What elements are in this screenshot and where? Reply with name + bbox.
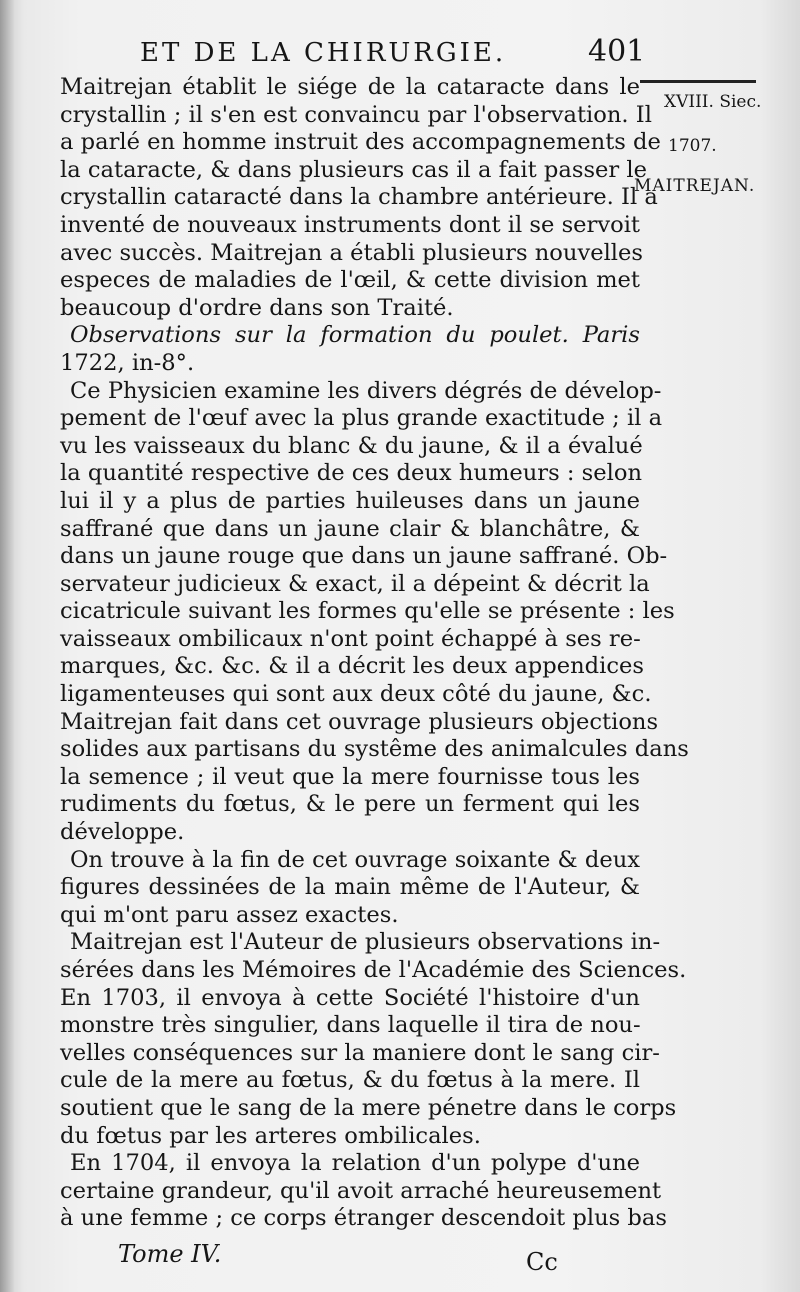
text-line: velles conséquences sur la maniere dont le sang cir- bbox=[60, 1039, 660, 1066]
text-line: Maitrejan fait dans cet ouvrage plusieurs objections bbox=[60, 708, 659, 735]
text-line: cule de la mere au fœtus, & du fœtus à la mere. Il bbox=[60, 1067, 640, 1094]
text-line: rudiments du fœtus, & le pere un ferment qui les bbox=[60, 791, 640, 818]
text-line: la cataracte, & dans plusieurs cas il a fait passer le bbox=[60, 156, 647, 183]
text-line: vaisseaux ombilicaux n'ont point échappé à ses re- bbox=[60, 625, 641, 652]
signature-mark: Cc bbox=[526, 1248, 558, 1276]
text-line: En 1703, il envoya à cette Société l'histoire d'un bbox=[60, 984, 640, 1011]
running-title: ET DE LA CHIRURGIE. bbox=[140, 38, 507, 68]
page-edge-shadow bbox=[0, 0, 14, 1292]
text-line: certaine grandeur, qu'il avoit arraché heureusement bbox=[60, 1177, 662, 1204]
text-line: à une femme ; ce corps étranger descendoit plus bas bbox=[60, 1205, 667, 1232]
text-line: inventé de nouveaux instruments dont il se servoit bbox=[60, 211, 641, 238]
text-line: especes de maladies de l'œil, & cette division met bbox=[60, 267, 640, 294]
text-line: vu les vaisseaux du blanc & du jaune, & il a évalué bbox=[60, 432, 643, 459]
text-line: En 1704, il envoya la relation d'un polype d'une bbox=[70, 1150, 640, 1177]
text-line: qui m'ont paru assez exactes. bbox=[60, 901, 399, 928]
text-line: la semence ; il veut que la mere fournisse tous les bbox=[60, 763, 640, 790]
text-line: cicatricule suivant les formes qu'elle se présente : les bbox=[60, 598, 675, 625]
text-line: marques, &c. &c. & il a décrit les deux appendices bbox=[60, 653, 644, 680]
text-line: On trouve à la fin de cet ouvrage soixante & deux bbox=[70, 846, 640, 873]
text-line: Ce Physicien examine les divers dégrés de dévelop- bbox=[70, 377, 662, 404]
page-number: 401 bbox=[588, 34, 646, 69]
text-line: dans un jaune rouge que dans un jaune saffrané. Ob- bbox=[60, 543, 668, 570]
text-line: la quantité respective de ces deux humeurs : selon bbox=[60, 460, 643, 487]
text-line: a parlé en homme instruit des accompagnements de bbox=[60, 129, 661, 156]
text-line: saffrané que dans un jaune clair & blanchâtre, & bbox=[60, 515, 640, 542]
text-line: monstre très singulier, dans laquelle il tira de nou- bbox=[60, 1012, 641, 1039]
text-line: développe. bbox=[60, 819, 185, 846]
text-line: Maitrejan établit le siége de la cataracte dans le bbox=[60, 74, 640, 100]
text-line: sérées dans les Mémoires de l'Académie des Sciences. bbox=[60, 957, 687, 983]
text-line: Maitrejan est l'Auteur de plusieurs observations in- bbox=[70, 929, 661, 956]
text-line: servateur judicieux & exact, il a dépeint & décrit la bbox=[60, 570, 650, 597]
text-line: ligamenteuses qui sont aux deux côté du jaune, &c. bbox=[60, 681, 652, 708]
text-line: lui il y a plus de parties huileuses dans un jaune bbox=[60, 487, 640, 514]
body-text bbox=[60, 74, 689, 1233]
text-line: avec succès. Maitrejan a établi plusieurs nouvelles bbox=[60, 239, 644, 266]
text-line: crystallin ; il s'en est convaincu par l'observation. Il bbox=[60, 101, 652, 128]
signature-volume: Tome IV. bbox=[118, 1240, 222, 1268]
header-rule bbox=[640, 80, 756, 83]
text-line: Observations sur la formation du poulet. Paris bbox=[70, 322, 640, 349]
text-line: soutient que le sang de la mere pénetre dans le corps bbox=[60, 1094, 677, 1121]
text-line: pement de l'œuf avec la plus grande exactitude ; il a bbox=[60, 405, 663, 432]
margin-year: 1707. bbox=[668, 136, 717, 156]
margin-century: XVIII. Siec. bbox=[664, 92, 762, 112]
text-line: crystallin cataracté dans la chambre antérieure. Il a bbox=[60, 184, 658, 211]
text-line: figures dessinées de la main même de l'Auteur, & bbox=[60, 874, 640, 901]
text-line: du fœtus par les arteres ombilicales. bbox=[60, 1122, 481, 1149]
margin-name: MAITREJAN. bbox=[634, 176, 756, 196]
text-line: 1722, in-8°. bbox=[60, 349, 195, 376]
text-line: beaucoup d'ordre dans son Traité. bbox=[60, 294, 454, 321]
text-line: solides aux partisans du systême des animalcules dans bbox=[60, 736, 689, 763]
